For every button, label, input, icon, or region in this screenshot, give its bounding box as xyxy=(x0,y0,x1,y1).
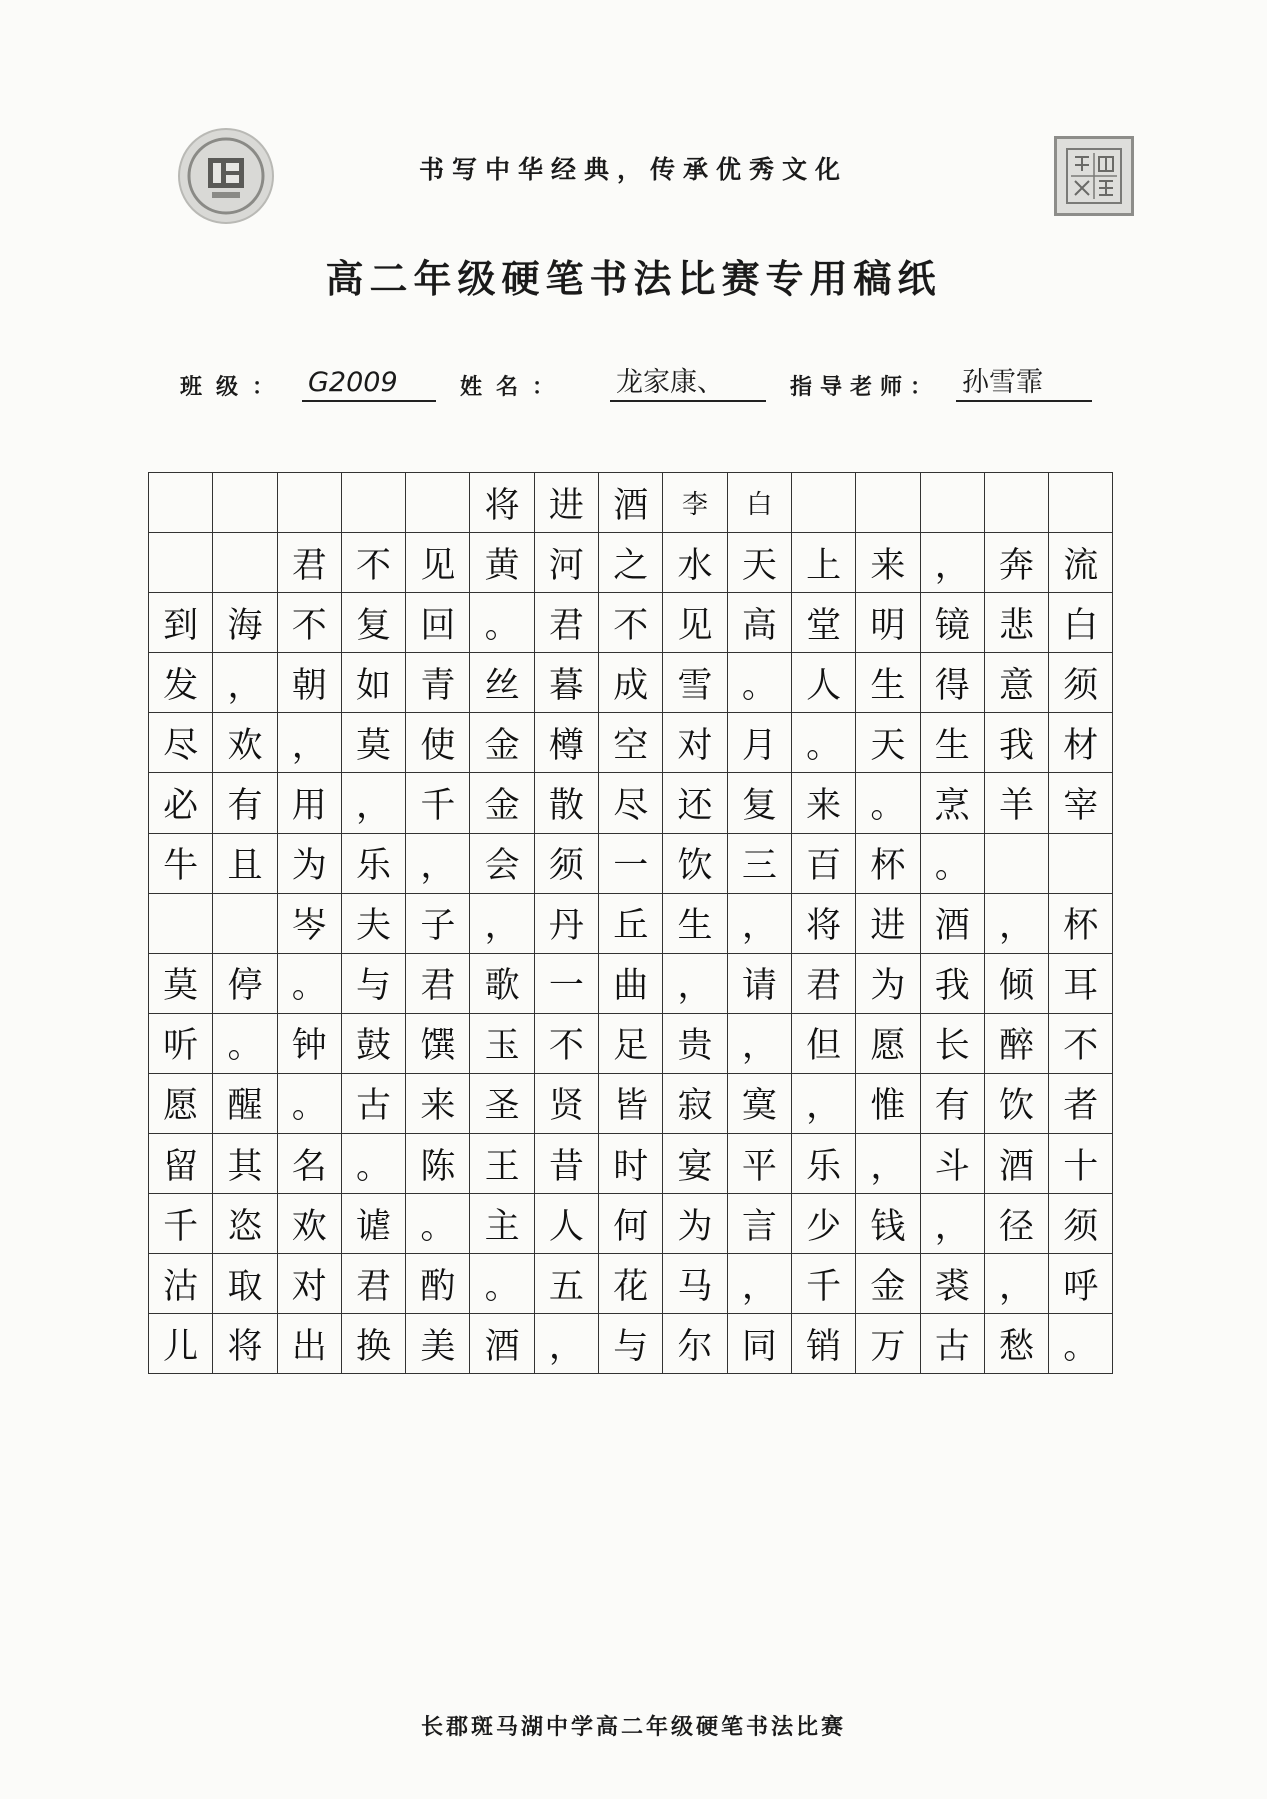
grid-cell: 尽 xyxy=(149,713,213,773)
grid-cell xyxy=(791,473,855,533)
grid-cell: ， xyxy=(984,893,1048,953)
grid-cell: 子 xyxy=(406,893,470,953)
grid-cell: 白 xyxy=(727,473,791,533)
grid-cell: 复 xyxy=(727,773,791,833)
grid-cell xyxy=(149,533,213,593)
grid-cell xyxy=(1049,473,1113,533)
grid-cell: ， xyxy=(406,833,470,893)
grid-cell: 呼 xyxy=(1049,1254,1113,1314)
grid-cell: 乐 xyxy=(341,833,405,893)
grid-cell: 酒 xyxy=(599,473,663,533)
grid-cell: 杯 xyxy=(856,833,920,893)
grid-row xyxy=(149,1314,1113,1374)
grid-cell: 复 xyxy=(341,593,405,653)
teacher-label: 指导老师： xyxy=(790,374,941,400)
grid-cell xyxy=(341,473,405,533)
grid-cell: 请 xyxy=(727,953,791,1013)
grid-cell: 与 xyxy=(341,953,405,1013)
grid-cell: 陈 xyxy=(406,1134,470,1194)
grid-cell: 将 xyxy=(470,473,534,533)
grid-row xyxy=(149,953,1113,1013)
grid-cell: 平 xyxy=(727,1134,791,1194)
grid-cell: 名 xyxy=(277,1134,341,1194)
grid-cell: 古 xyxy=(920,1314,984,1374)
grid-cell: 但 xyxy=(791,1013,855,1073)
grid-cell: 镜 xyxy=(920,593,984,653)
grid-cell: 且 xyxy=(213,833,277,893)
grid-cell: 儿 xyxy=(149,1314,213,1374)
grid-cell: ， xyxy=(727,893,791,953)
grid-cell: 。 xyxy=(920,833,984,893)
grid-cell: 必 xyxy=(149,773,213,833)
grid-cell: 馔 xyxy=(406,1013,470,1073)
grid-cell: 来 xyxy=(856,533,920,593)
grid-cell: 烹 xyxy=(920,773,984,833)
grid-cell: 时 xyxy=(599,1134,663,1194)
class-label: 班级： xyxy=(180,374,289,400)
grid-cell: 河 xyxy=(534,533,598,593)
grid-cell: 千 xyxy=(149,1194,213,1254)
grid-cell: 朝 xyxy=(277,653,341,713)
grid-cell: 尔 xyxy=(663,1314,727,1374)
grid-cell: 十 xyxy=(1049,1134,1113,1194)
grid-cell: 一 xyxy=(599,833,663,893)
grid-cell: 愿 xyxy=(856,1013,920,1073)
grid-cell: 悲 xyxy=(984,593,1048,653)
grid-cell: ， xyxy=(984,1254,1048,1314)
grid-cell: 金 xyxy=(856,1254,920,1314)
grid-cell: 。 xyxy=(277,1073,341,1133)
grid-cell: 发 xyxy=(149,653,213,713)
grid-row xyxy=(149,533,1113,593)
grid-cell: 贤 xyxy=(534,1073,598,1133)
grid-cell: ， xyxy=(920,533,984,593)
grid-cell: 来 xyxy=(406,1073,470,1133)
grid-cell: 天 xyxy=(856,713,920,773)
class-field[interactable]: G2009 xyxy=(302,366,436,402)
grid-cell: 恣 xyxy=(213,1194,277,1254)
grid-cell: 对 xyxy=(277,1254,341,1314)
grid-cell: 牛 xyxy=(149,833,213,893)
grid-cell: 万 xyxy=(856,1314,920,1374)
grid-cell: 白 xyxy=(1049,593,1113,653)
grid-cell xyxy=(149,893,213,953)
grid-cell: 沽 xyxy=(149,1254,213,1314)
grid-cell: 寂 xyxy=(663,1073,727,1133)
grid-cell xyxy=(1049,833,1113,893)
grid-cell: 莫 xyxy=(149,953,213,1013)
grid-cell: 奔 xyxy=(984,533,1048,593)
grid-cell: ， xyxy=(213,653,277,713)
grid-cell: 换 xyxy=(341,1314,405,1374)
grid-cell: 散 xyxy=(534,773,598,833)
motto: 书写中华经典，传承优秀文化 xyxy=(418,155,848,184)
grid-cell: 。 xyxy=(341,1134,405,1194)
grid-cell: 明 xyxy=(856,593,920,653)
grid-cell: 黄 xyxy=(470,533,534,593)
writing-grid xyxy=(148,472,1113,1374)
grid-cell: 者 xyxy=(1049,1073,1113,1133)
grid-cell: 玉 xyxy=(470,1013,534,1073)
grid-cell: 三 xyxy=(727,833,791,893)
grid-row xyxy=(149,1134,1113,1194)
grid-cell: 昔 xyxy=(534,1134,598,1194)
grid-cell xyxy=(277,473,341,533)
grid-cell: ， xyxy=(277,713,341,773)
grid-cell: 为 xyxy=(277,833,341,893)
grid-cell: 寞 xyxy=(727,1073,791,1133)
grid-cell: 将 xyxy=(791,893,855,953)
grid-cell: 意 xyxy=(984,653,1048,713)
grid-cell: 莫 xyxy=(341,713,405,773)
grid-cell: 愿 xyxy=(149,1073,213,1133)
grid-cell: 得 xyxy=(920,653,984,713)
grid-cell: 生 xyxy=(856,653,920,713)
grid-cell: 人 xyxy=(791,653,855,713)
grid-cell: 留 xyxy=(149,1134,213,1194)
grid-cell: 歌 xyxy=(470,953,534,1013)
grid-cell: 谑 xyxy=(341,1194,405,1254)
grid-row xyxy=(149,773,1113,833)
grid-cell: 生 xyxy=(663,893,727,953)
grid-cell: 须 xyxy=(534,833,598,893)
grid-cell xyxy=(920,473,984,533)
grid-cell: 君 xyxy=(341,1254,405,1314)
grid-cell: 尽 xyxy=(599,773,663,833)
grid-cell: 王 xyxy=(470,1134,534,1194)
grid-cell: 人 xyxy=(534,1194,598,1254)
grid-cell: 少 xyxy=(791,1194,855,1254)
grid-cell: 花 xyxy=(599,1254,663,1314)
grid-cell: 进 xyxy=(856,893,920,953)
grid-cell: 出 xyxy=(277,1314,341,1374)
grid-cell: 丘 xyxy=(599,893,663,953)
grid-cell: 君 xyxy=(791,953,855,1013)
grid-cell: 。 xyxy=(727,653,791,713)
grid-cell: 。 xyxy=(277,953,341,1013)
teacher-field[interactable]: 孙雪霏 xyxy=(956,366,1092,402)
grid-cell: 来 xyxy=(791,773,855,833)
grid-cell: ， xyxy=(727,1013,791,1073)
grid-row xyxy=(149,653,1113,713)
grid-cell: 羊 xyxy=(984,773,1048,833)
grid-cell: 材 xyxy=(1049,713,1113,773)
grid-cell: 钱 xyxy=(856,1194,920,1254)
grid-cell: 空 xyxy=(599,713,663,773)
grid-cell: 夫 xyxy=(341,893,405,953)
page-title: 高二年级硬笔书法比赛专用稿纸 xyxy=(325,256,942,301)
grid-cell: 不 xyxy=(341,533,405,593)
grid-cell: 我 xyxy=(920,953,984,1013)
grid-cell: 美 xyxy=(406,1314,470,1374)
grid-cell: 樽 xyxy=(534,713,598,773)
grid-cell xyxy=(406,473,470,533)
grid-row xyxy=(149,473,1113,533)
grid-cell: 何 xyxy=(599,1194,663,1254)
grid-cell: 欢 xyxy=(213,713,277,773)
grid-cell: 进 xyxy=(534,473,598,533)
grid-cell: 须 xyxy=(1049,1194,1113,1254)
grid-cell: 暮 xyxy=(534,653,598,713)
grid-cell: 海 xyxy=(213,593,277,653)
grid-cell: 我 xyxy=(984,713,1048,773)
grid-cell: 千 xyxy=(791,1254,855,1314)
grid-cell: 欢 xyxy=(277,1194,341,1254)
grid-cell: 乐 xyxy=(791,1134,855,1194)
grid-cell: 宰 xyxy=(1049,773,1113,833)
grid-cell: 之 xyxy=(599,533,663,593)
grid-cell: 有 xyxy=(920,1073,984,1133)
grid-cell: 醒 xyxy=(213,1073,277,1133)
grid-cell: 百 xyxy=(791,833,855,893)
grid-cell: 耳 xyxy=(1049,953,1113,1013)
grid-cell: 倾 xyxy=(984,953,1048,1013)
grid-cell: 足 xyxy=(599,1013,663,1073)
grid-cell: 径 xyxy=(984,1194,1048,1254)
grid-cell: 生 xyxy=(920,713,984,773)
grid-cell: 宴 xyxy=(663,1134,727,1194)
grid-cell: 愁 xyxy=(984,1314,1048,1374)
grid-cell: 李 xyxy=(663,473,727,533)
grid-cell: 用 xyxy=(277,773,341,833)
grid-cell: 鼓 xyxy=(341,1013,405,1073)
grid-cell xyxy=(149,473,213,533)
grid-cell: 君 xyxy=(534,593,598,653)
grid-cell: 。 xyxy=(791,713,855,773)
grid-cell: 醉 xyxy=(984,1013,1048,1073)
grid-cell: 成 xyxy=(599,653,663,713)
grid-cell: 金 xyxy=(470,713,534,773)
grid-cell: ， xyxy=(341,773,405,833)
grid-cell: 一 xyxy=(534,953,598,1013)
grid-cell: 有 xyxy=(213,773,277,833)
grid-cell: 为 xyxy=(856,953,920,1013)
grid-row xyxy=(149,1194,1113,1254)
grid-cell: 。 xyxy=(470,593,534,653)
grid-cell: 。 xyxy=(406,1194,470,1254)
grid-cell: ， xyxy=(470,893,534,953)
grid-cell: 酌 xyxy=(406,1254,470,1314)
grid-row xyxy=(149,1254,1113,1314)
grid-cell: 流 xyxy=(1049,533,1113,593)
grid-cell: ， xyxy=(534,1314,598,1374)
grid-cell: 上 xyxy=(791,533,855,593)
grid-row xyxy=(149,713,1113,773)
grid-cell: 岑 xyxy=(277,893,341,953)
grid-cell: ， xyxy=(791,1073,855,1133)
grid-cell: 。 xyxy=(856,773,920,833)
grid-cell: 青 xyxy=(406,653,470,713)
grid-cell: 。 xyxy=(470,1254,534,1314)
form-fields xyxy=(180,366,1100,406)
grid-cell: 对 xyxy=(663,713,727,773)
grid-cell: 销 xyxy=(791,1314,855,1374)
grid-cell: 古 xyxy=(341,1073,405,1133)
grid-cell xyxy=(856,473,920,533)
grid-cell: 为 xyxy=(663,1194,727,1254)
grid-cell: 金 xyxy=(470,773,534,833)
grid-cell: 高 xyxy=(727,593,791,653)
grid-cell: 堂 xyxy=(791,593,855,653)
grid-cell: 将 xyxy=(213,1314,277,1374)
grid-cell: 不 xyxy=(1049,1013,1113,1073)
grid-cell: 五 xyxy=(534,1254,598,1314)
grid-cell: 使 xyxy=(406,713,470,773)
grid-cell: 千 xyxy=(406,773,470,833)
grid-cell: ， xyxy=(663,953,727,1013)
grid-cell xyxy=(213,473,277,533)
grid-cell: 杯 xyxy=(1049,893,1113,953)
grid-cell: 主 xyxy=(470,1194,534,1254)
grid-cell: 君 xyxy=(277,533,341,593)
grid-row xyxy=(149,833,1113,893)
grid-cell: 斗 xyxy=(920,1134,984,1194)
grid-row xyxy=(149,1073,1113,1133)
grid-cell: 马 xyxy=(663,1254,727,1314)
grid-cell: 回 xyxy=(406,593,470,653)
grid-cell: 见 xyxy=(406,533,470,593)
grid-cell: 曲 xyxy=(599,953,663,1013)
grid-cell: 。 xyxy=(1049,1314,1113,1374)
footer-text: 长郡斑马湖中学高二年级硬笔书法比赛 xyxy=(420,1714,846,1740)
grid-row xyxy=(149,593,1113,653)
grid-cell xyxy=(213,893,277,953)
grid-cell: 不 xyxy=(534,1013,598,1073)
grid-cell: 饮 xyxy=(663,833,727,893)
grid-cell xyxy=(213,533,277,593)
grid-cell: 到 xyxy=(149,593,213,653)
grid-cell: 不 xyxy=(599,593,663,653)
grid-cell: 丹 xyxy=(534,893,598,953)
grid-cell: 听 xyxy=(149,1013,213,1073)
grid-cell: 饮 xyxy=(984,1073,1048,1133)
grid-cell: 酒 xyxy=(984,1134,1048,1194)
grid-cell: 圣 xyxy=(470,1073,534,1133)
grid-cell: 贵 xyxy=(663,1013,727,1073)
grid-cell: 雪 xyxy=(663,653,727,713)
grid-row xyxy=(149,893,1113,953)
grid-cell: 其 xyxy=(213,1134,277,1194)
grid-cell: 如 xyxy=(341,653,405,713)
grid-cell: 同 xyxy=(727,1314,791,1374)
grid-cell: 酒 xyxy=(920,893,984,953)
grid-cell: 。 xyxy=(213,1013,277,1073)
grid-cell: 会 xyxy=(470,833,534,893)
grid-cell xyxy=(984,473,1048,533)
grid-cell: 水 xyxy=(663,533,727,593)
grid-cell: 取 xyxy=(213,1254,277,1314)
grid-cell: 月 xyxy=(727,713,791,773)
grid-cell: 还 xyxy=(663,773,727,833)
grid-cell: 见 xyxy=(663,593,727,653)
grid-row xyxy=(149,1013,1113,1073)
name-field[interactable]: 龙家康、 xyxy=(610,366,766,402)
grid-cell: ， xyxy=(856,1134,920,1194)
grid-cell: 言 xyxy=(727,1194,791,1254)
grid-cell: 酒 xyxy=(470,1314,534,1374)
grid-cell: 与 xyxy=(599,1314,663,1374)
grid-cell: 须 xyxy=(1049,653,1113,713)
name-label: 姓名： xyxy=(460,374,569,400)
grid-cell: 停 xyxy=(213,953,277,1013)
grid-cell: 惟 xyxy=(856,1073,920,1133)
grid-cell: 长 xyxy=(920,1013,984,1073)
grid-cell: 裘 xyxy=(920,1254,984,1314)
grid-cell: 皆 xyxy=(599,1073,663,1133)
grid-cell: ， xyxy=(727,1254,791,1314)
grid-cell: ， xyxy=(920,1194,984,1254)
grid-cell: 不 xyxy=(277,593,341,653)
grid-cell: 君 xyxy=(406,953,470,1013)
grid-cell: 钟 xyxy=(277,1013,341,1073)
grid-cell xyxy=(984,833,1048,893)
grid-cell: 丝 xyxy=(470,653,534,713)
grid-cell: 天 xyxy=(727,533,791,593)
